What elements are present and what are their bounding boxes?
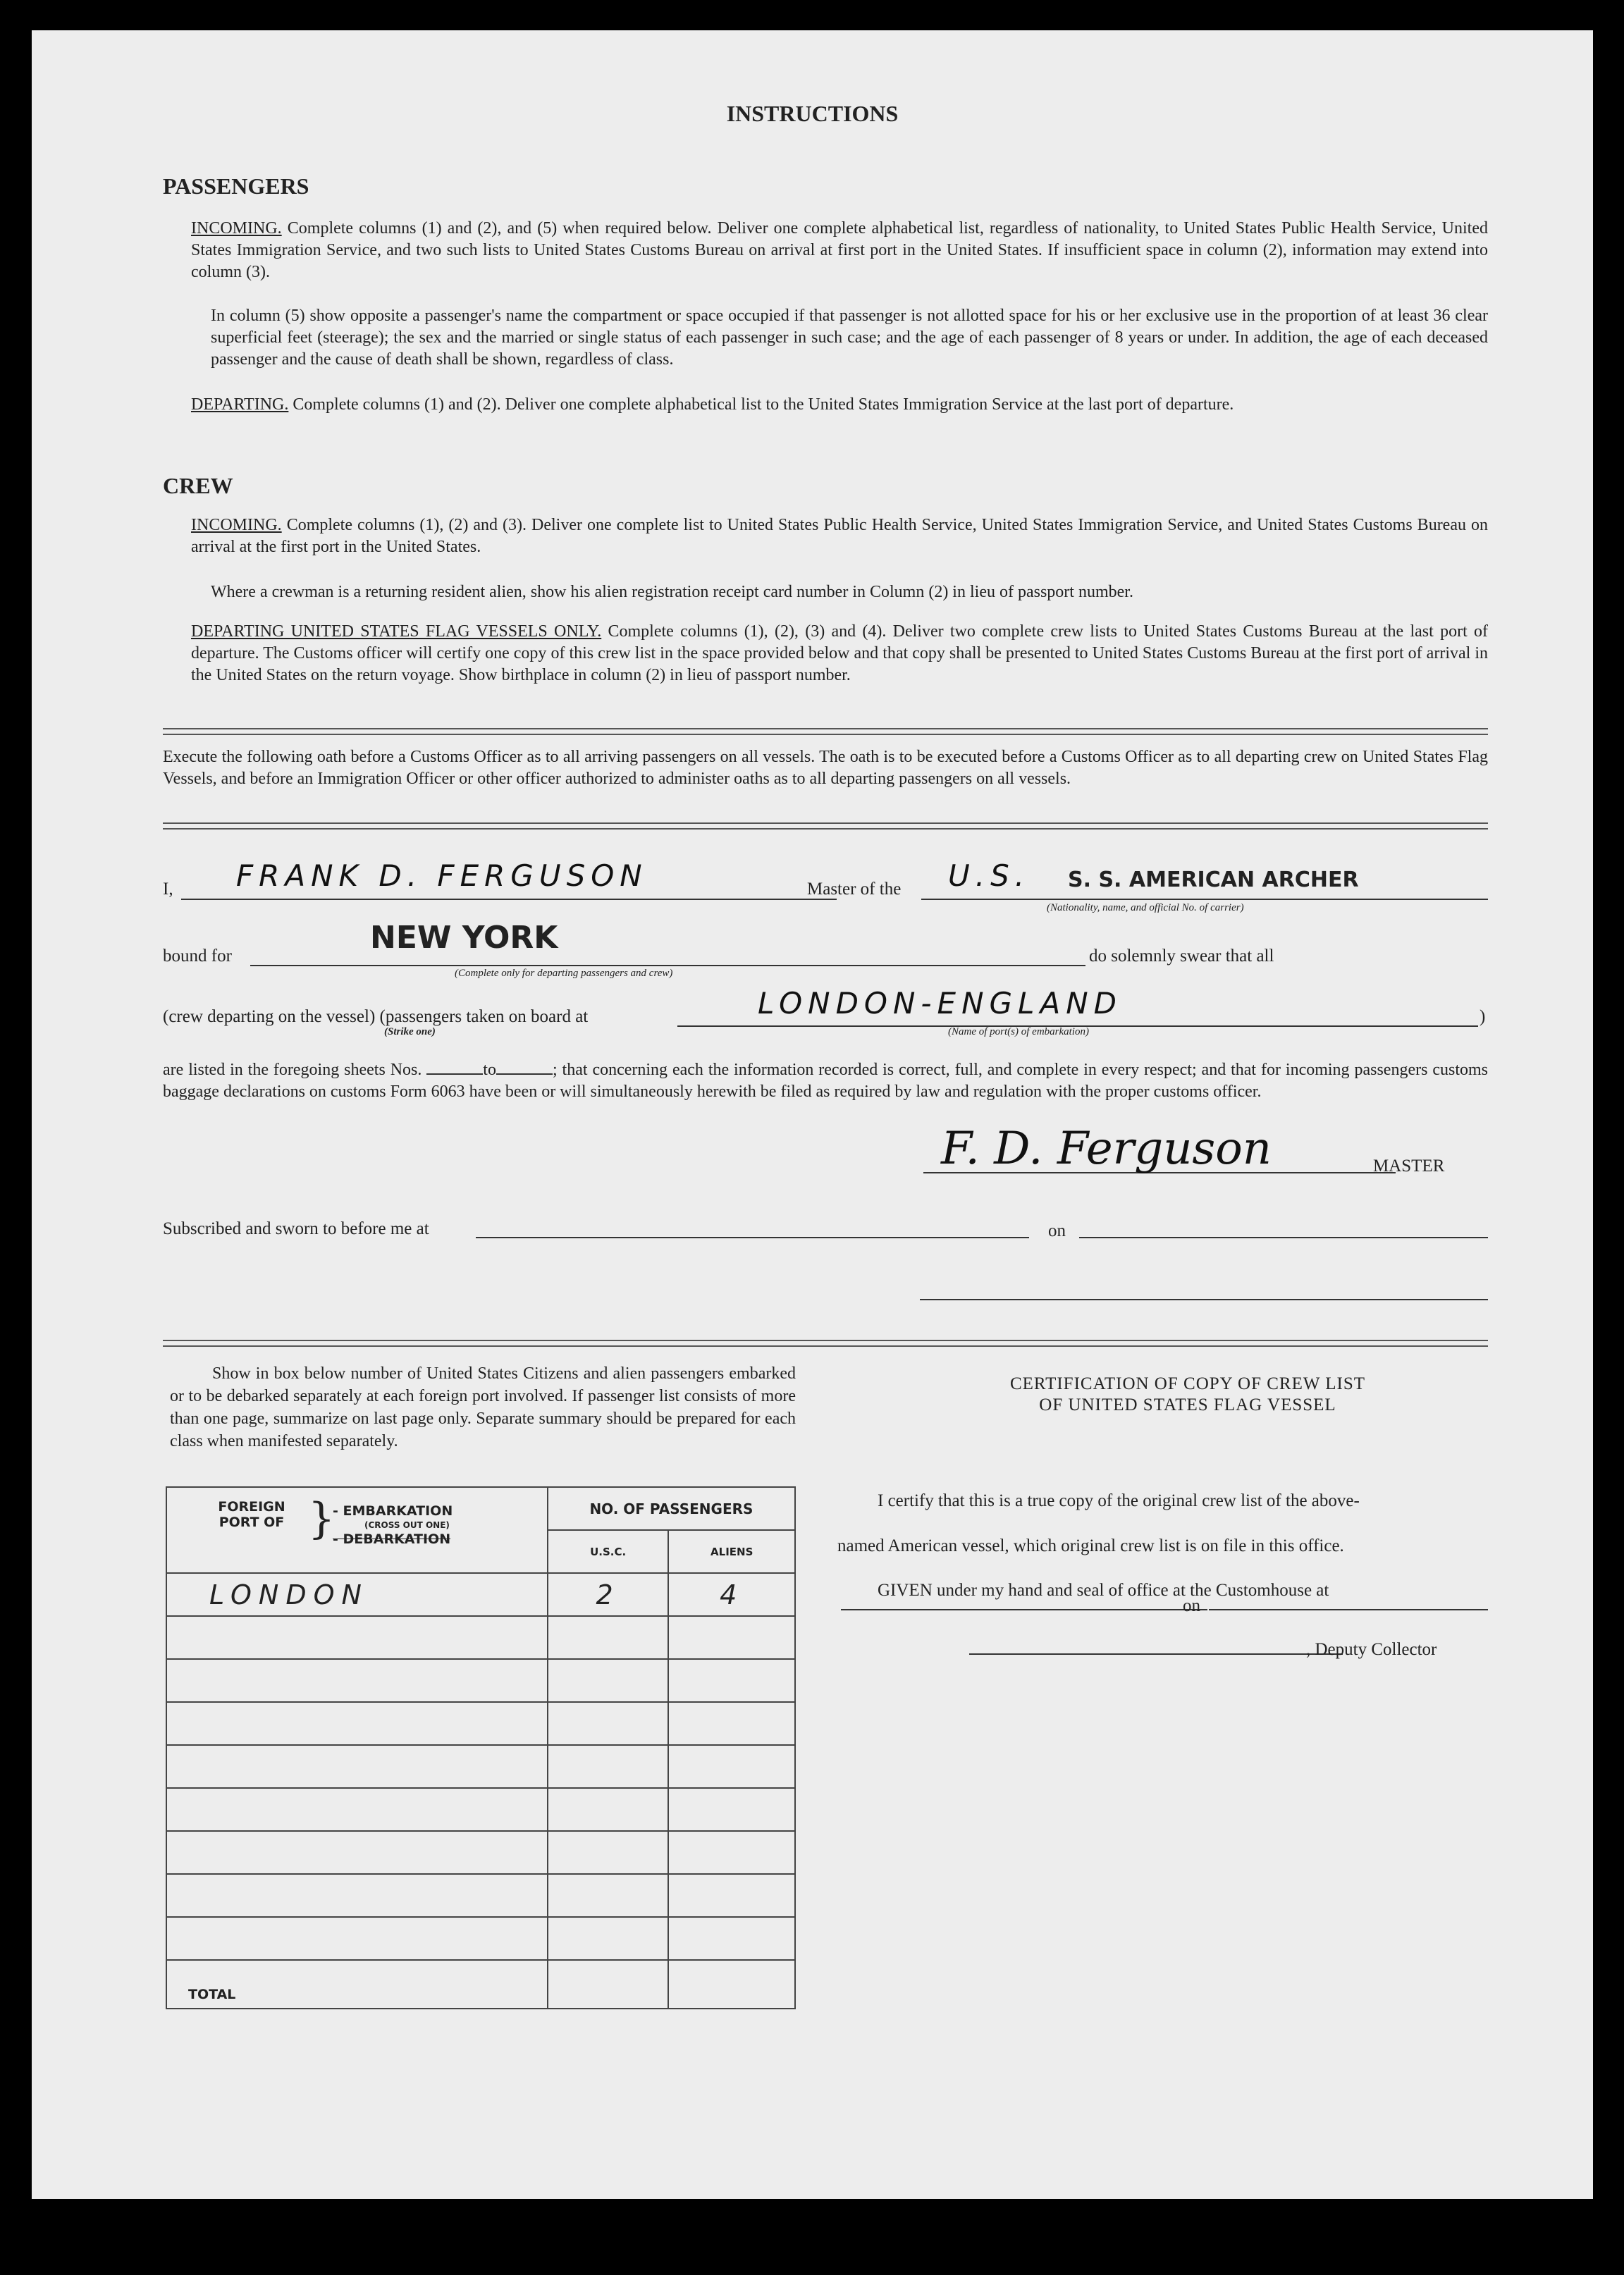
master-name: FRANK D. FERGUSON bbox=[236, 858, 648, 893]
table-row bbox=[166, 1831, 795, 1874]
table-row bbox=[166, 1745, 795, 1788]
instructions-title: INSTRUCTIONS bbox=[726, 101, 899, 126]
summary-instructions: Show in box below number of United States Citizens and alien passengers embarked or to be debarked separately at each foreign port involved. If passenger list consists of more than one page, summarize on last page only. Separate summary should be prepared for each class when manifested separately. bbox=[170, 1364, 796, 1450]
total-row bbox=[166, 1960, 795, 2009]
port-embark: LONDON-ENGLAND bbox=[758, 986, 1122, 1021]
passengers-departing-text: Complete columns (1) and (2). Deliver one complete alphabetical list to the United States Immigration Service at the last port of departure. bbox=[293, 395, 1234, 414]
col-port: FOREIGN PORT OF bbox=[218, 1499, 285, 1530]
passengers-departing bbox=[191, 394, 1488, 416]
customhouse-line bbox=[841, 1609, 1207, 1610]
certification-text-1: I certify that this is a true copy of the original crew list of the above- bbox=[878, 1491, 1360, 1510]
sheet-from-blank bbox=[426, 1073, 483, 1075]
subscribed-place-line bbox=[476, 1237, 1029, 1238]
master-signature: F. D. Ferguson bbox=[941, 1123, 1272, 1175]
port-caption: (Name of port(s) of embarkation) bbox=[948, 1026, 1089, 1037]
crew-incoming bbox=[191, 514, 1488, 558]
nationality-hand: U.S. bbox=[948, 858, 1031, 893]
certification-title-2: OF UNITED STATES FLAG VESSEL bbox=[1039, 1395, 1336, 1414]
row-aliens: 4 bbox=[668, 1573, 795, 1616]
passengers-incoming bbox=[191, 218, 1488, 283]
master-label: MASTER bbox=[1373, 1157, 1445, 1176]
swear-label: do solemnly swear that all bbox=[1089, 947, 1274, 966]
divider bbox=[163, 728, 1488, 735]
form-page bbox=[32, 30, 1593, 2199]
subscribed-label: Subscribed and sworn to before me at bbox=[163, 1219, 429, 1238]
table-row bbox=[166, 1788, 795, 1831]
row-usc: 2 bbox=[548, 1573, 669, 1616]
brace: } bbox=[308, 1494, 336, 1543]
certification-text-2: named American vessel, which original crew list is on file in this office. bbox=[837, 1536, 1344, 1555]
table-row bbox=[166, 1573, 795, 1616]
destination-caption: (Complete only for departing passengers and crew) bbox=[455, 968, 673, 979]
passenger-summary-table bbox=[166, 1486, 796, 2009]
strike-caption: (Strike one) bbox=[384, 1026, 436, 1037]
passengers-incoming-text: Complete columns (1) and (2), and (5) when required below. Deliver one complete alphabetical list, regardless of nationality, to United States Public Health Service, United States Immigration Service, and two such lists to United States Customs Bureau on arrival at first port in the United States. If insufficient space in column (2), information may extend into column (3). bbox=[191, 219, 1488, 281]
table-row bbox=[166, 1616, 795, 1659]
vessel-name: S. S. AMERICAN ARCHER bbox=[1068, 868, 1359, 892]
listed-b: ; that concerning each the information recorded is correct, full, and complete in every respect; and that for incoming passengers customs baggage declarations on customs Form 6063 have been or will simultaneously herewith be filed as required by law and regulation with the proper customs officer. bbox=[163, 1061, 1489, 1101]
master-name-line bbox=[181, 899, 837, 900]
deputy-label: , Deputy Collector bbox=[1306, 1640, 1437, 1659]
vessel-caption: (Nationality, name, and official No. of carrier) bbox=[1047, 902, 1244, 913]
certification-text-3: GIVEN under my hand and seal of office at the Customhouse at bbox=[878, 1581, 1329, 1600]
oath-execute-text: Execute the following oath before a Customs Officer as to all arriving passengers on all vessels. The oath is to be executed before a Customs Officer as to all departing crew on United States Flag Vessels, and before an Immigration Officer or other officer authorized to administer oaths as to all departing passengers on all vessels. bbox=[163, 748, 1488, 788]
crew-departing-text: Complete columns (1), (2), (3) and (4). Deliver two complete crew lists to United States Customs Bureau at the last port of departure. The Customs officer will certify one copy of this crew list in the space provided below and that copy shall be presented to United States Customs Bureau at the first port of arrival in the United States on the return voyage. Show birthplace in column (2) in lieu of passport number. bbox=[191, 622, 1488, 684]
table-row bbox=[166, 1874, 795, 1917]
total-label: TOTAL bbox=[166, 1960, 548, 2009]
sheet-to-blank bbox=[496, 1073, 553, 1075]
debarkation-label bbox=[333, 1531, 450, 1547]
passengers-column5: In column (5) show opposite a passenger's name the compartment or space occupied if that passenger is not allotted space for his or her exclusive use in the proportion of at least 36 clear superficial feet (steerage); the sex and the married or single status of each passenger in such case; and the age of each passenger of 8 years or under. In addition, the age of each deceased passenger and the cause of death shall be shown, regardless of class. bbox=[211, 307, 1488, 369]
crew-departing-label: (crew departing on the vessel) (passengers taken on board at bbox=[163, 1007, 589, 1026]
debarkation-text: - DEBARKATION bbox=[333, 1531, 451, 1547]
vessel-line bbox=[921, 899, 1488, 900]
table-row bbox=[166, 1917, 795, 1960]
officer-line bbox=[920, 1299, 1488, 1300]
crew-departing-lead: DEPARTING UNITED STATES FLAG VESSELS ONLY. bbox=[191, 622, 602, 641]
certification-on-label: on bbox=[1183, 1596, 1200, 1615]
port-header-cell bbox=[166, 1487, 548, 1573]
col-usc: U.S.C. bbox=[548, 1530, 669, 1573]
crew-departing bbox=[191, 621, 1488, 686]
on-label: on bbox=[1048, 1221, 1066, 1240]
table-row bbox=[166, 1702, 795, 1745]
bound-label: bound for bbox=[163, 947, 232, 966]
certification-title-1: CERTIFICATION OF COPY OF CREW LIST bbox=[1009, 1374, 1366, 1393]
passengers-incoming-lead: INCOMING. bbox=[191, 219, 282, 238]
destination: NEW YORK bbox=[370, 920, 558, 956]
col-aliens: ALIENS bbox=[668, 1530, 795, 1573]
destination-line bbox=[250, 965, 1085, 966]
divider bbox=[163, 1340, 1488, 1347]
certification-date-line bbox=[1209, 1609, 1488, 1610]
passengers-heading: PASSENGERS bbox=[163, 173, 309, 199]
listed-a: are listed in the foregoing sheets Nos. bbox=[163, 1061, 422, 1079]
crew-resident: Where a crewman is a returning resident alien, show his alien registration receipt card number in Column (2) in lieu of passport number. bbox=[211, 583, 1133, 601]
embarkation-label: - EMBARKATION bbox=[333, 1503, 453, 1519]
i-label: I, bbox=[163, 880, 173, 899]
crew-incoming-lead: INCOMING. bbox=[191, 516, 282, 534]
listed-to: to bbox=[483, 1061, 496, 1079]
table-row bbox=[166, 1659, 795, 1702]
cross-out-label: (CROSS OUT ONE) bbox=[364, 1520, 450, 1530]
crew-incoming-text: Complete columns (1), (2) and (3). Deliver one complete list to United States Public Health Service, United States Immigration Service, and United States Customs Bureau on arrival at the first port in the United States. bbox=[191, 516, 1488, 556]
row-port: LONDON bbox=[166, 1573, 548, 1616]
crew-heading: CREW bbox=[163, 473, 233, 498]
subscribed-date-line bbox=[1079, 1237, 1488, 1238]
col-passengers: NO. OF PASSENGERS bbox=[548, 1487, 795, 1530]
close-paren: ) bbox=[1480, 1007, 1486, 1026]
passengers-departing-lead: DEPARTING. bbox=[191, 395, 289, 414]
divider bbox=[163, 822, 1488, 830]
master-of-label: Master of the bbox=[807, 880, 902, 899]
listed-paragraph bbox=[163, 1059, 1488, 1103]
deputy-line bbox=[969, 1653, 1343, 1655]
certification-title bbox=[835, 1374, 1540, 1416]
